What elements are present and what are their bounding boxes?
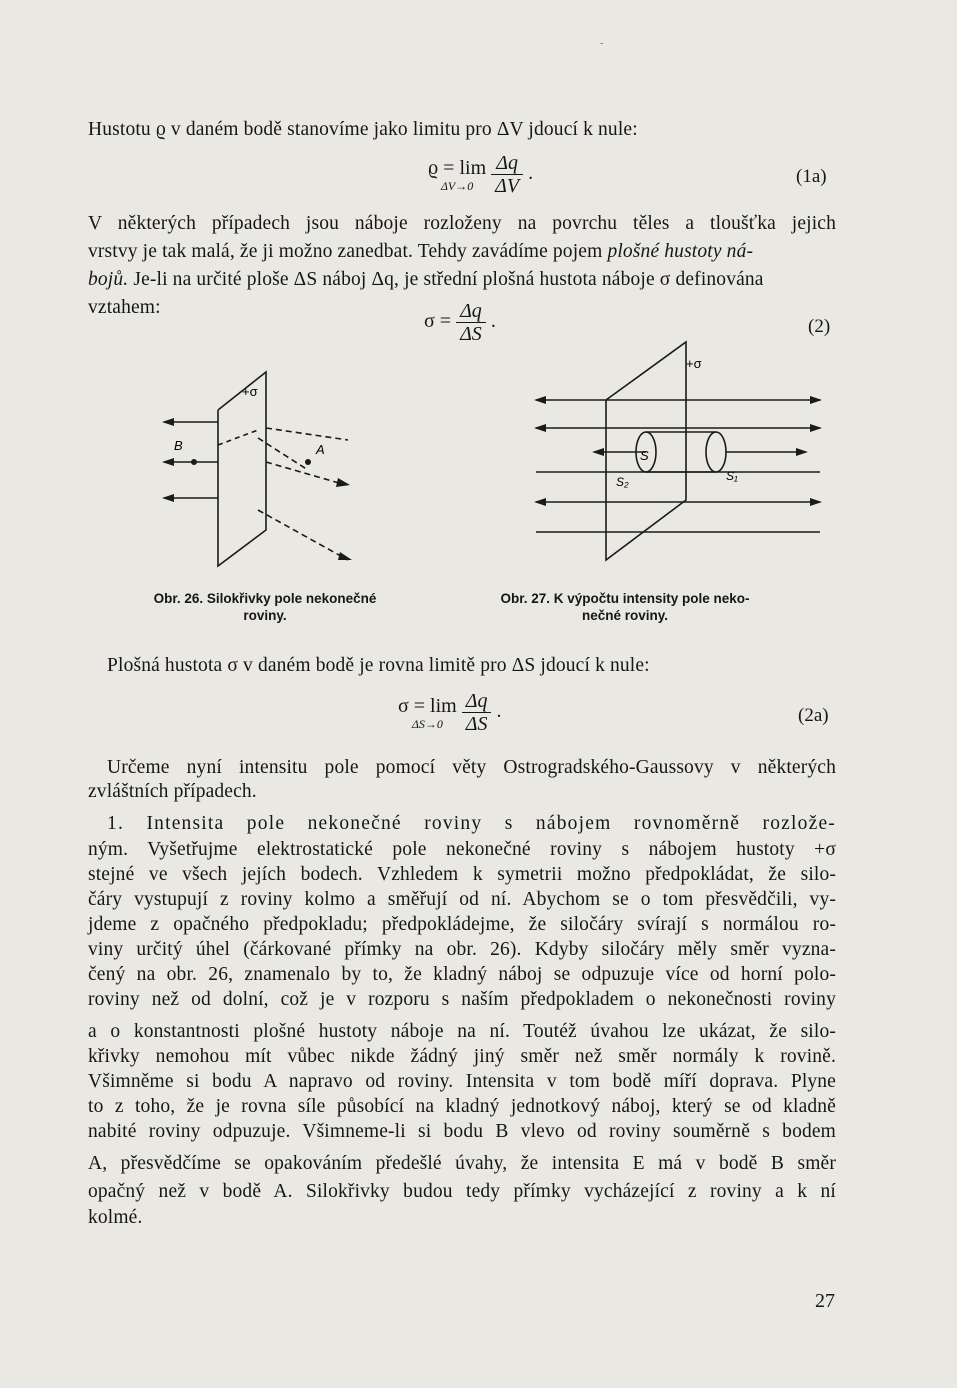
equation-2: σ = $\frac{\Delta q}{\Delta S}$ . [424, 300, 496, 345]
text-line: A, přesvědčíme se opakováním předešlé úvahy, že intensita E má v bodě B směr [88, 1153, 836, 1174]
text-line: viny určitý úhel (čárkované přímky na obr. 26). Kdyby siločáry měly směr vyzna- [88, 939, 836, 960]
text-line: Hustotu ϱ v daném bodě stanovíme jako limitu pro ΔV jdoucí k nule: [88, 119, 638, 140]
equation-1a: ϱ = lim ΔV→0 $\frac{\Delta q}{\Delta V}$ . [428, 152, 534, 197]
text-line: vztahem: [88, 297, 161, 318]
text-line: to z toho, že je rovna síle působící na kladný jednotkový náboj, který se od kladně [88, 1096, 836, 1117]
text-line: jdeme z opačného předpokladu; předpokládejme, že siločáry svírají s normálou ro- [88, 914, 836, 935]
text-line: křivky nemohou mít vůbec nikde žádný jiný směr než směr normály k rovině. [88, 1046, 836, 1067]
text-line: Určeme nyní intensitu pole pomocí věty Ostrogradského-Gaussovy v některých [107, 757, 836, 778]
text-line: nabité roviny odpuzuje. Všimneme-li si bodu B vlevo od roviny souměrně s bodem [88, 1121, 836, 1142]
text-line: Všimněme si bodu A napravo od roviny. Intensita v tom bodě míří doprava. Plyne [88, 1071, 836, 1092]
s1-label: S₁ [726, 469, 738, 483]
point-b-label: B [174, 438, 183, 453]
sigma-label: +σ [242, 384, 258, 399]
text-line: zvláštních případech. [88, 781, 257, 802]
text-line: ným. Vyšetřujme elektrostatické pole nekonečné roviny s nábojem hustoty +σ [88, 839, 836, 860]
s2-label: S₂ [616, 475, 629, 489]
text-line: roviny než od dolní, což je v rozporu s naším předpokladem o nekonečnosti roviny [88, 989, 836, 1010]
page-mark: - [600, 38, 604, 49]
equation-2a: σ = lim ΔS→0 $\frac{\Delta q}{\Delta S}$ . [398, 690, 502, 735]
text-line: V některých případech jsou náboje rozloženy na povrchu těles a tloušťka jejich [88, 213, 836, 234]
equation-number-2: (2) [808, 316, 831, 337]
text-line: čený na obr. 26, znamenalo by to, že kladný náboj se odpuzuje více od horní polo- [88, 964, 836, 985]
text-line: Plošná hustota σ v daném bodě je rovna limitě pro ΔS jdoucí k nule: [107, 655, 650, 676]
section-heading: 1. Intensita pole nekonečné roviny s nábojem rovnoměrně rozlože- [107, 813, 836, 834]
point-a-label: A [316, 442, 325, 457]
equation-number-2a: (2a) [798, 705, 829, 726]
text-line: a o konstantnosti plošné hustoty náboje na ní. Toutéž úvahou lze ukázat, že silo- [88, 1021, 836, 1042]
figure-27 [530, 340, 830, 580]
text-line: stejné ve všech jejích bodech. Vzhledem k symetrii možno předpokládat, že silo- [88, 864, 836, 885]
text-line: čáry vystupují z roviny kolmo a směřují od ní. Abychom se o tom přesvědčili, vy- [88, 889, 836, 910]
text-line: bojů. Je-li na určité ploše ΔS náboj Δq, je střední plošná hustota náboje σ definována [88, 269, 764, 290]
page-number: 27 [815, 1290, 835, 1312]
sigma-label: +σ [686, 356, 702, 371]
figure-26 [158, 370, 358, 580]
text-line: opačný než v bodě A. Silokřivky budou tedy přímky vycházející z roviny a k ní [88, 1181, 836, 1202]
text-line: vrstvy je tak malá, že ji možno zanedbat. Tehdy zavádíme pojem plošné hustoty ná- [88, 241, 754, 262]
figure-26-caption: Obr. 26. Silokřivky pole nekonečné roviny. [153, 591, 377, 623]
s-label: S [640, 448, 649, 463]
equation-number-1a: (1a) [796, 166, 827, 187]
figure-27-caption: Obr. 27. K výpočtu intensity pole neko- nečné roviny. [500, 591, 750, 623]
text-line: kolmé. [88, 1207, 143, 1228]
